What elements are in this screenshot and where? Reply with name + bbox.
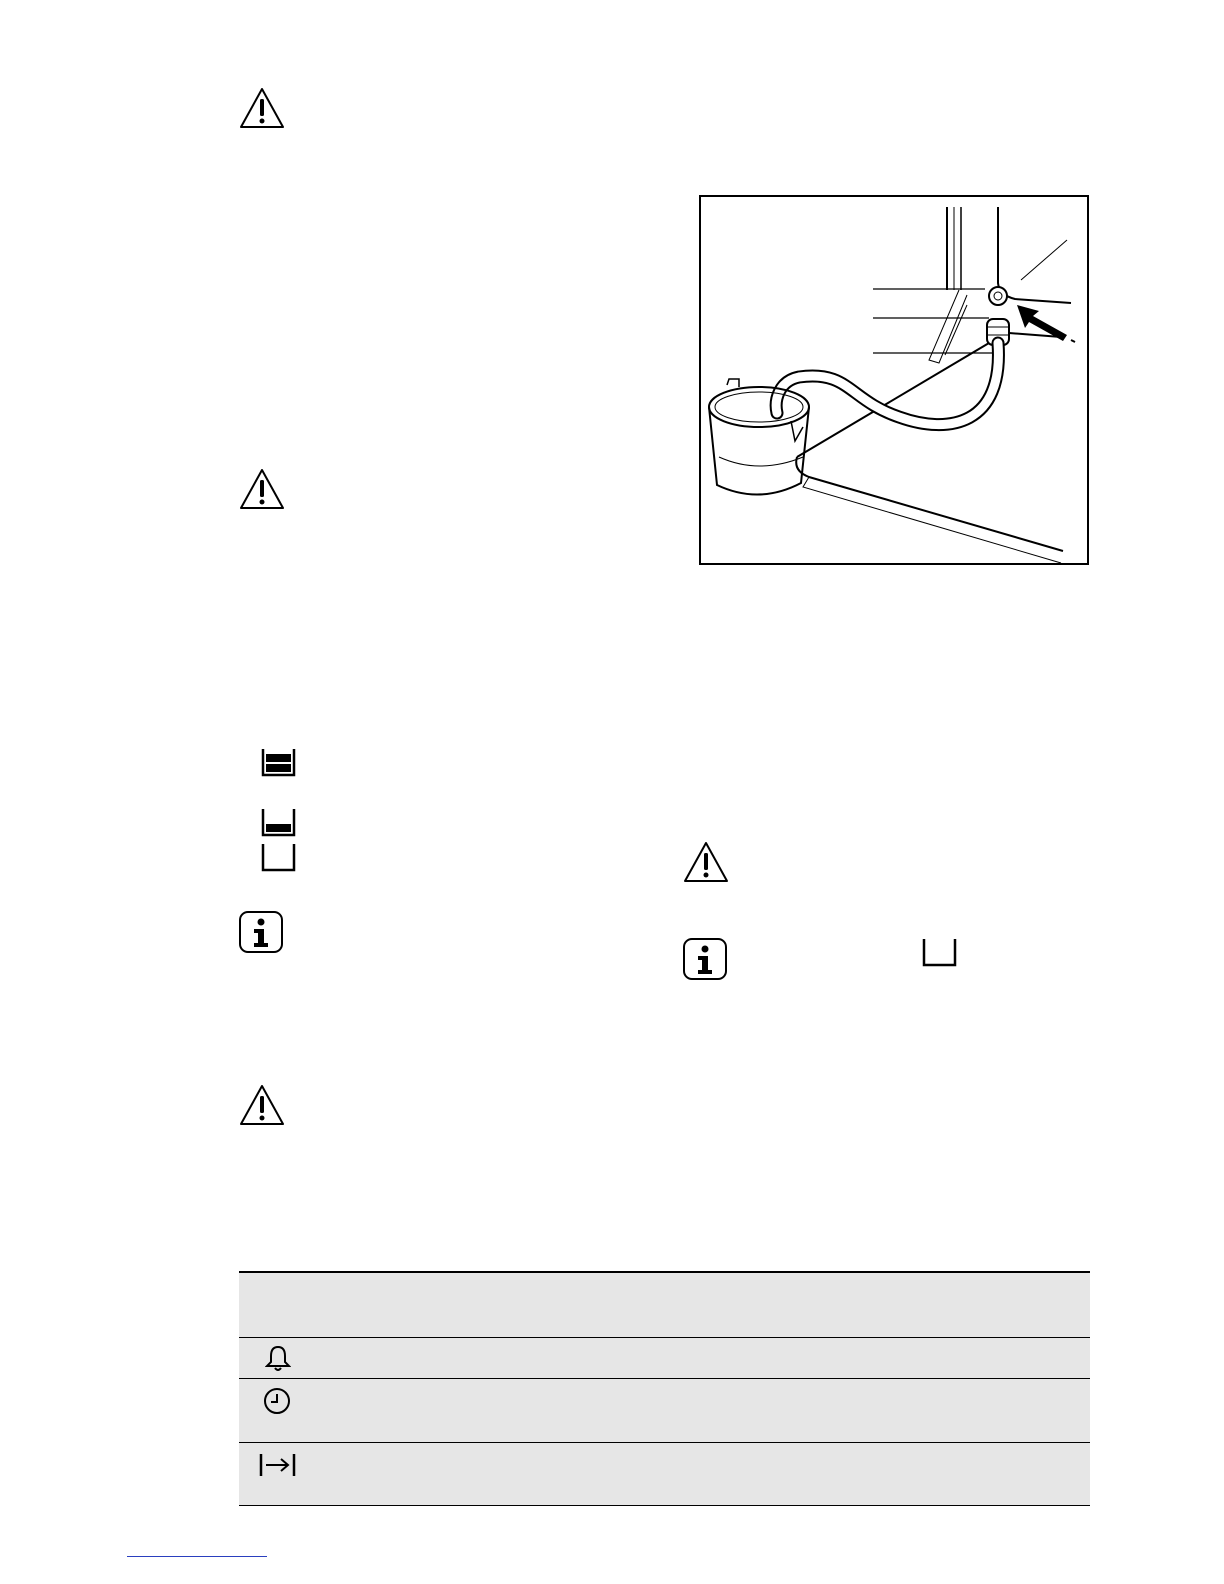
warning-triangle-icon [238,1083,286,1127]
table-row [239,1378,1090,1442]
end-arrow-icon [259,1451,297,1479]
warning-triangle-icon [238,86,286,130]
warning-triangle-icon [682,840,730,884]
info-icon [682,937,728,981]
info-icon [238,910,284,954]
table-row [239,1337,1090,1378]
table-header [239,1273,1090,1337]
clock-functions-table [239,1271,1090,1506]
tank-full-icon [261,747,297,777]
clock-icon [263,1387,291,1415]
table-row [239,1442,1090,1505]
tank-low-icon [261,807,297,837]
footer-link-underline[interactable] [127,1556,267,1557]
steam-drain-hose-illustration [699,195,1089,565]
tank-empty-icon [922,937,958,967]
warning-triangle-icon [238,467,286,511]
tank-empty-icon [261,842,297,872]
bell-icon [265,1344,291,1372]
